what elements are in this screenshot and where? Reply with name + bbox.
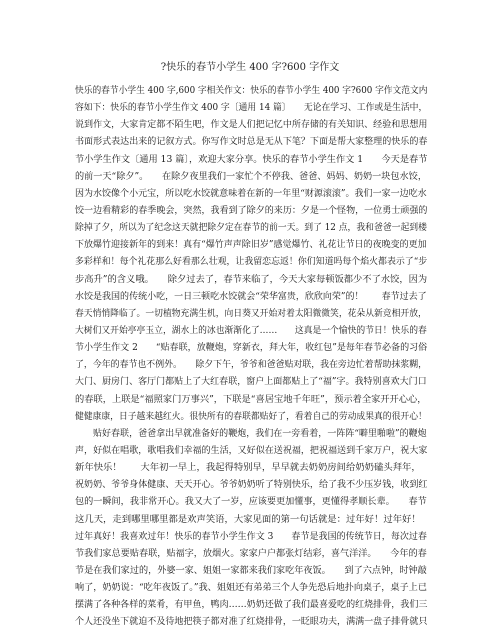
body-line: 除掉了夕，所以为了纪念这天就把除夕定在春节的前一天。到了 12 点，我和爸爸一起到楼 — [75, 222, 427, 234]
body-line: 过年真好！我喜欢过年！快乐的春节小学生作文 3 春节是我国的传统节日，每次过春 — [75, 530, 427, 542]
body-line: 摆满了各种各样的菜肴，有甲鱼，鸭肉……奶奶还做了我们最喜爱吃的红烧排骨，我们三 — [75, 599, 428, 611]
body-line: 因为水饺像个小元宝，所以吃水饺就意味着在新的一年里“财源滚滚”。我们一家一边吃水 — [75, 187, 427, 199]
body-line: 这几天，走到哪里哪里都是欢声笑语，大家见面的第一句话就是：过年好！过年好！ — [75, 513, 421, 525]
body-line: 节我们家总要贴春联，贴福字，放烟火。家家户户都张灯结彩，喜气洋洋。 今年的春 — [75, 547, 427, 559]
body-line: 祝奶奶、爷爷身体健康、天天开心。爷爷奶奶听了特别快乐，给了我不少压岁钱，收到红 — [75, 479, 428, 491]
body-line: 步高升”的含义哦。 除夕过去了，春节来临了，今天大家每顿饭都少不了水饺，因为 — [75, 273, 428, 285]
body-line: 包的一瞬间，我非常开心。我又大了一岁，应该要更加懂事，更懂得孝顺长辈。 春节 — [75, 496, 427, 508]
body-line: 贴好春联，爸爸拿出早就准备好的鞭炮，我们在一旁看着，一阵阵“噼里啪啦”的鞭炮 — [75, 427, 427, 439]
body-line: 节小学生作文〔通用 13 篇〕，欢迎大家分享。快乐的春节小学生作文 1 今天是春节 — [75, 153, 428, 165]
body-line: 健健康康，日子越来越红火。很快所有的春联都贴好了，看着自己的劳动成果真的很开心！ — [75, 410, 427, 422]
body-line: 容如下：快乐的春节小学生作文 400 字〔通用 14 篇〕 无论在学习、工作或是生活中， — [75, 102, 428, 114]
body-line: 水饺是我国的传统小吃，一日三顿吃水饺就会“荣华富贵，欣欣向荣”的！ 春节过去了 — [75, 290, 427, 302]
body-line: 大门、厨房门、客厅门都贴上了大红春联，窗户上面都贴上了“福”字。我特别喜欢大门口 — [75, 376, 427, 388]
body-line: 说到作文，大家肯定都不陌生吧，作文是人们把记忆中所存储的有关知识、经验和思想用 — [75, 119, 428, 131]
body-line: 春天悄悄降临了。一切植物充满生机，向日葵又开始对着太阳微微笑，花朵从新竞相开放， — [75, 307, 427, 319]
body-line: 多彩样和！每个礼花那么好看那么壮观，让我留恋忘返！你们知道吗每个焰火都表示了“步 — [75, 256, 428, 268]
document-body — [75, 82, 427, 631]
body-line: 声，好似在唱歌，歌唱我们幸福的生活，又好似在送祝福，把祝福送到千家万户，祝大家 — [75, 444, 428, 456]
body-line: 下放爆竹迎接新年的到来！真有“爆竹声声除旧岁”感觉爆竹、礼花让节日的夜晚变的更加 — [75, 239, 427, 251]
body-line: 响了，奶奶说：“吃年夜饭了。”我、姐姐还有弟弟三个人争先恐后地扑向桌子，桌子上已 — [75, 582, 427, 594]
body-line: 了，今年的春节也不例外。 除夕下午，爷爷和爸爸贴对联，我在旁边忙着帮助抹浆糊， — [75, 359, 428, 371]
document-title: ?快乐的春节小学生 400 字?600 字作文 — [160, 62, 340, 73]
body-line: 饺一边看精彩的春季晚会，突然，我看到了除夕的来历：夕是一个怪物，一位勇士顽强的 — [75, 204, 428, 216]
body-line: 大树们又开始亭亭玉立，湖水上的冰也渐渐化了…… 这真是一个愉快的节日！快乐的春 — [75, 324, 427, 336]
body-line: 节小学生作文 2 “贴春联，放鞭炮，穿新衣，拜大年，收红包”是每年春节必备的习俗 — [75, 342, 428, 354]
body-line: 的春联，上联是“福照家门万事兴”，下联是“喜居宝地千年旺”，预示着全家开开心心， — [75, 393, 427, 405]
body-line: 个人还没坐下就迫不及待地把筷子都对准了红烧排骨，一眨眼功夫，满满一盘子排骨就只 — [75, 616, 428, 628]
body-line: 快乐的春节小学生 400 字,600 字相关作文：快乐的春节小学生 400 字?600 字作文范文内 — [75, 85, 428, 96]
body-line: 的前一天“除夕”。 在除夕夜里我们一家忙个不停我、爸爸、妈妈、奶奶一块包水饺， — [75, 170, 427, 182]
body-line: 节是在我们家过的，外婆一家、姐姐一家都来我们家吃年夜饭。 到了六点钟，时钟敲 — [75, 564, 427, 576]
body-line: 新年快乐！ 大年初一早上，我起得特别早，早早就去奶奶房间给奶奶磕头拜年， — [75, 462, 421, 474]
body-line: 书面形式表达出来的记叙方式。你写作文时总是无从下笔？下面是帮大家整理的快乐的春 — [75, 136, 428, 148]
